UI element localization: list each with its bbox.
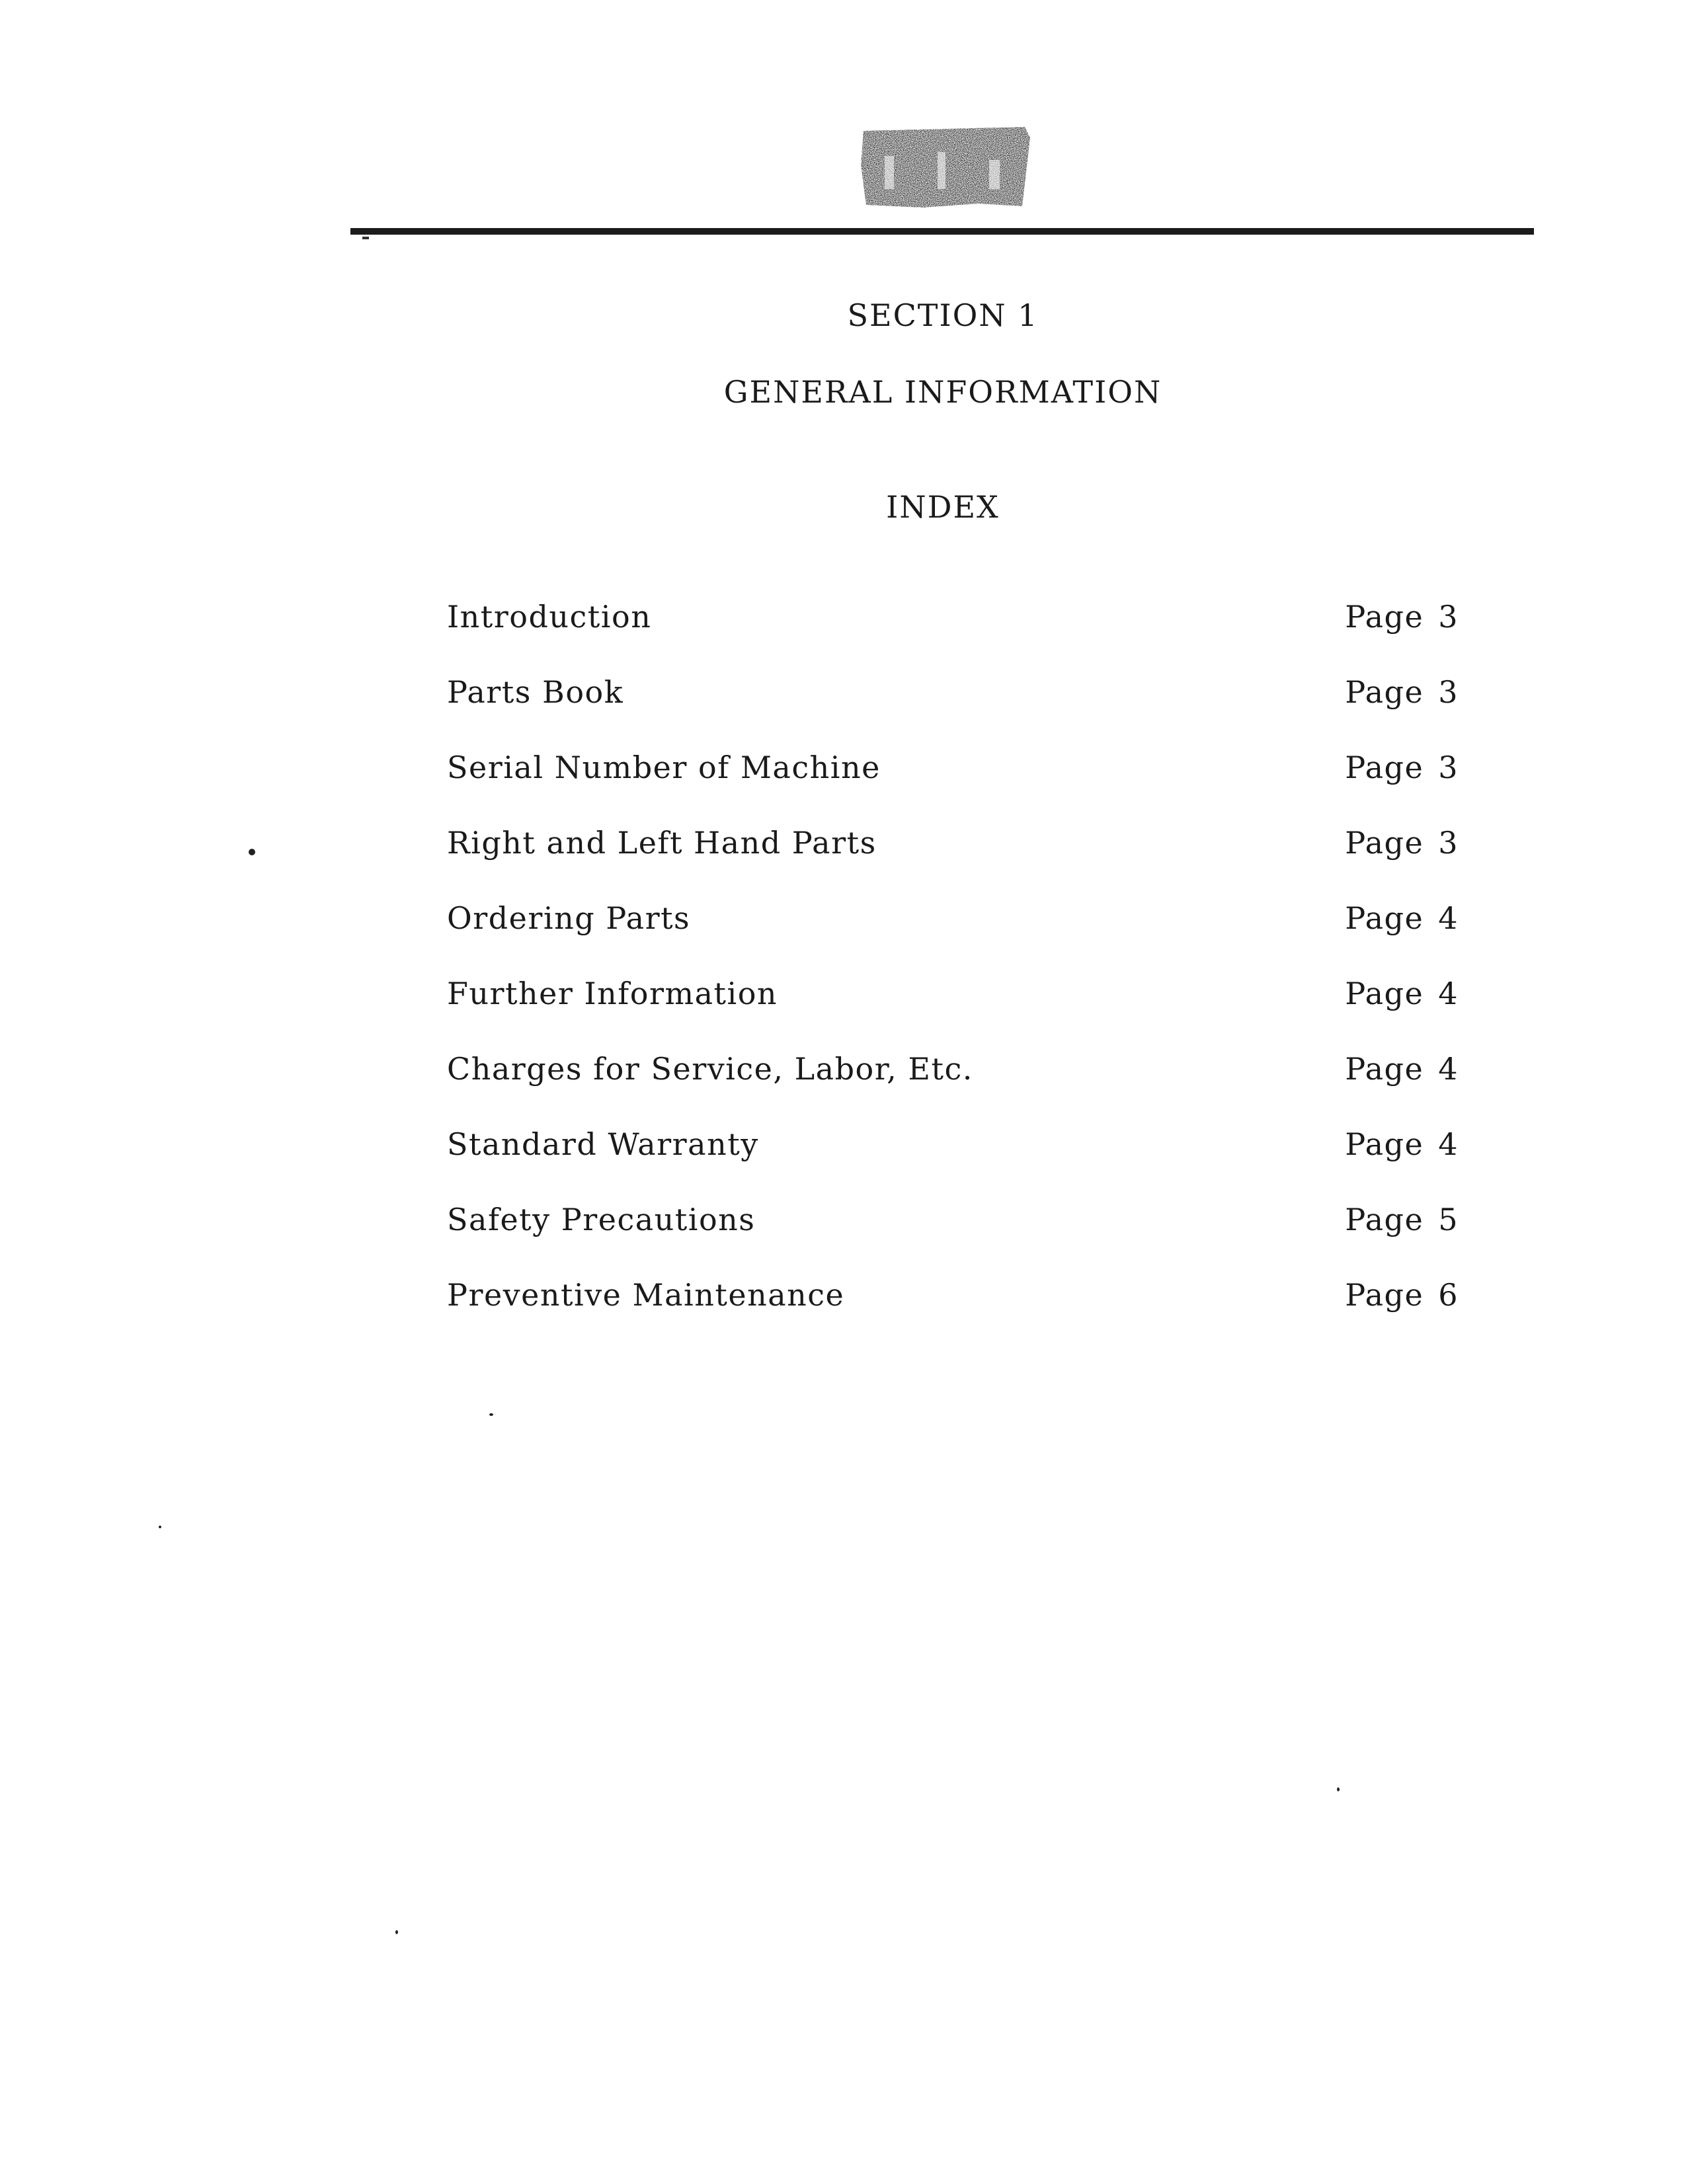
page-number: 4 bbox=[1438, 976, 1459, 1011]
header-rule bbox=[350, 228, 1534, 235]
scan-speck bbox=[159, 1526, 161, 1528]
index-entry-ordering-parts bbox=[447, 900, 1459, 976]
page-number: 5 bbox=[1438, 1202, 1459, 1237]
index-entry-title: Standard Warranty bbox=[447, 1126, 759, 1162]
index-entry-preventive-maintenance bbox=[447, 1277, 1459, 1352]
scan-speck bbox=[489, 1413, 493, 1416]
index-entry-introduction bbox=[447, 599, 1459, 674]
index-entry-safety-precautions bbox=[447, 1202, 1459, 1277]
index-entry-title: Serial Number of Machine bbox=[447, 750, 881, 785]
scan-speck bbox=[395, 1930, 398, 1934]
page-word: Page bbox=[1345, 1202, 1424, 1237]
index-entry-page bbox=[1345, 900, 1459, 936]
page-number: 4 bbox=[1438, 1051, 1459, 1087]
page-word: Page bbox=[1345, 1051, 1424, 1087]
index-entry-page bbox=[1345, 1277, 1459, 1313]
index-entry-serial-number bbox=[447, 750, 1459, 825]
page-word: Page bbox=[1345, 599, 1424, 635]
scan-speck bbox=[1337, 1787, 1340, 1791]
index-entry-parts-book bbox=[447, 674, 1459, 750]
index-entry-title: Right and Left Hand Parts bbox=[447, 825, 877, 861]
page-word: Page bbox=[1345, 900, 1424, 936]
page-number: 6 bbox=[1438, 1277, 1459, 1313]
page-number: 4 bbox=[1438, 1126, 1459, 1162]
page-word: Page bbox=[1345, 1277, 1424, 1313]
index-entry-page bbox=[1345, 1051, 1459, 1087]
index-entry-title: Parts Book bbox=[447, 674, 624, 710]
index-entry-title: Ordering Parts bbox=[447, 900, 691, 936]
page-word: Page bbox=[1345, 1126, 1424, 1162]
index-entry-right-left-parts bbox=[447, 825, 1459, 900]
page-number: 4 bbox=[1438, 900, 1459, 936]
rule-mark bbox=[362, 237, 369, 239]
page-word: Page bbox=[1345, 976, 1424, 1011]
index-entry-page bbox=[1345, 1202, 1459, 1237]
section-label: SECTION 1 bbox=[847, 297, 1039, 333]
index-entry-page bbox=[1345, 599, 1459, 635]
index-entry-page bbox=[1345, 750, 1459, 785]
index-entry-page bbox=[1345, 674, 1459, 710]
section-title: GENERAL INFORMATION bbox=[723, 374, 1162, 410]
index-entry-page bbox=[1345, 1126, 1459, 1162]
index-heading: INDEX bbox=[886, 489, 1000, 525]
index-entry-title: Safety Precautions bbox=[447, 1202, 756, 1237]
scan-speck bbox=[249, 849, 255, 855]
company-logo-icon bbox=[860, 126, 1033, 209]
index-entry-charges bbox=[447, 1051, 1459, 1126]
page-number: 3 bbox=[1438, 674, 1459, 710]
index-entry-title: Charges for Service, Labor, Etc. bbox=[447, 1051, 973, 1087]
index-entry-further-information bbox=[447, 976, 1459, 1051]
index-entry-title: Preventive Maintenance bbox=[447, 1277, 845, 1313]
page-word: Page bbox=[1345, 825, 1424, 861]
page-word: Page bbox=[1345, 750, 1424, 785]
index-entry-page bbox=[1345, 976, 1459, 1011]
page-number: 3 bbox=[1438, 825, 1459, 861]
index-entry-title: Introduction bbox=[447, 599, 652, 635]
page-number: 3 bbox=[1438, 750, 1459, 785]
index-list bbox=[447, 599, 1459, 1352]
index-entry-standard-warranty bbox=[447, 1126, 1459, 1202]
index-entry-title: Further Information bbox=[447, 976, 778, 1011]
page-word: Page bbox=[1345, 674, 1424, 710]
page-number: 3 bbox=[1438, 599, 1459, 635]
index-entry-page bbox=[1345, 825, 1459, 861]
